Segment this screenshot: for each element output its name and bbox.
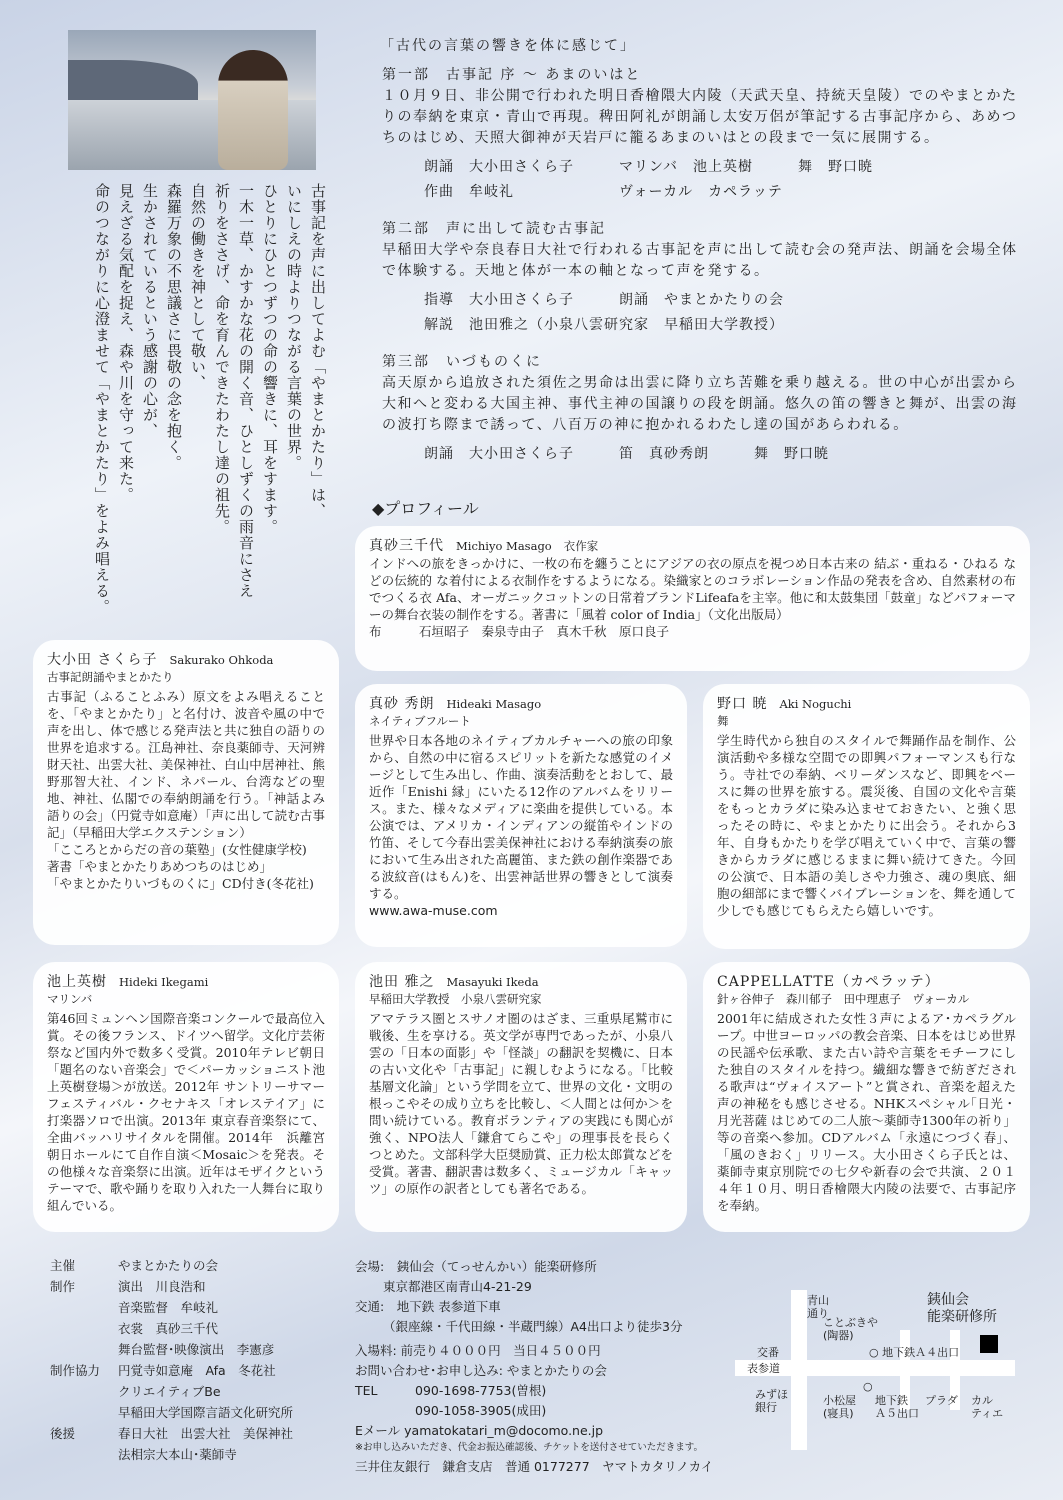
part-3-body: 高天原から追放された須佐之男命は出雲に降り立ち苦難を乗り越える。世の中心が出雲から大和へと変わる大国主神、事代主神の国譲りの段を朗誦。悠久の笛の響きと舞が、出雲の海の波打ち際まで誘って、八百万の神に抱かれるわたし達の国があらわれる。 [382,375,1018,433]
part-2-heading: 第二部 声に出して読む古事記 [382,221,606,237]
profile-text: 学生時代から独自のスタイルで舞踊作品を制作、公演活動や多様な空間での即興パフォーマンスも行なう。寺社での奉納、ベリーダンスなど、即興をベースに舞の世界を旅する。震災後、自国の文化や言葉をもっとカラダに染み込ませておきたい、と強く思ったその時に、やまとかたりに出会う。それから3年、自身もかたりを学び唱えていく中で、言葉の響きからカラダに感じるままに舞い続けてきた。今回の公演で、日本語の美しさや力強さ、魂の奥底、細胞の細部にまで響くバイブレーションを、舞を通して少しでも感じてもらえたら嬉しいです。 [717,733,1016,918]
profile-roman: Hideki Ikegami [119,975,209,989]
profile-card-sakurako [33,640,339,945]
staff-value: 舞台監督･映像演出 李憲彦 [118,1342,275,1357]
staff-value: 衣裳 真砂三千代 [118,1321,219,1336]
poem-line: ひとりにひとつずつの命の響きに、耳をすます。 [261,183,279,535]
profile-extra: 「やまとかたりいづものくに」CD付き(冬花社) [47,876,314,891]
profile-role: 舞 [717,714,729,728]
poem-line: 森羅万象の不思議さに畏敬の念を抱く。 [165,183,183,471]
contact: お問い合わせ･お申し込み: やまとかたりの会 [355,1363,607,1378]
email-address[interactable]: yamatokatari_m@docomo.ne.jp [404,1423,604,1438]
profile-extra: 「こころとからだの音の葉塾」(女性健康学校) [47,842,307,857]
map-mizuho-label: みずほ 銀行 [755,1388,788,1414]
profile-card-hideki [33,962,339,1232]
poem-line: いにしえの時よりつながる言葉の世界。 [285,183,303,471]
program-title: 「古代の言葉の響きを体に感じて」 [380,38,636,54]
profile-role: ヴォーカル [912,992,970,1006]
access-line: （銀座線・千代田線・半蔵門線）A4出口より徒歩3分 [383,1319,683,1334]
map-a4-label: ○ 地下鉄Ａ４出口 [869,1346,960,1359]
map-prada-label: プラダ [925,1394,958,1407]
map-a5-label: 地下鉄 Ａ５出口 [875,1394,919,1420]
profile-name: 野口 暁 [717,696,768,712]
poem-line: 祈りをささげ、命を育んできたわたし達の祖先。 [213,183,231,535]
map-a4-text: 地下鉄Ａ４出口 [882,1346,960,1359]
staff-value: やまとかたりの会 [118,1258,219,1273]
profile-text: インドへの旅をきっかけに、一枚の布を纏うことにアジアの衣の原点を視つめ日本古来の 結ぶ・重ねる・ひねる などの伝統的 な着付による衣制作をするようになる。染織家とのコラボレーション作品の発表を含め、自然素材の布でつくる衣 Afa、オーガニックコットンの日常着ブランドLifeafaを主宰。他に和太鼓集団「鼓童」などパフォーマーの舞台衣装の制作をする。著書に「風着 color of India」（文化出版局） [369,556,1016,622]
profile-roman: Hideaki Masago [446,697,542,711]
profile-roman: Michiyo Masago [456,539,552,553]
poem-line: 生かされているという感謝の心が、 [141,183,159,439]
profile-name: CAPPELLATTE（カペラッテ） [717,974,940,990]
profile-role: ネイティブフルート [369,714,471,728]
map-kotobukiya-label: ことぶきや (陶器) [823,1316,878,1342]
profile-heading: ◆プロフィール [372,499,479,518]
performer-photo [68,30,316,170]
profile-name: 池上英樹 [47,974,107,990]
tel-number[interactable]: 090-1058-3905(成田) [415,1403,547,1418]
map-komatsuya-label: 小松屋 (寝具) [823,1394,856,1420]
part-1-credit: 作曲 牟岐礼 ヴォーカル カペラッテ [424,184,783,200]
map-cartier-label: カル ティエ [971,1394,1004,1420]
staff-value: 演出 川良浩和 [118,1279,206,1294]
email-label: Eメール [355,1423,401,1438]
venue-marker [980,1335,998,1353]
part-3-credit: 朗誦 大小田さくら子 笛 真砂秀朗 舞 野口暁 [424,446,829,462]
profile-text: 古事記（ふることふみ）原文をよみ唱えることを、「やまとかたり」と名付け、波音や風の中で声を出し、体で感じる発声法と共に独自の語りの世界を追求する。江島神社、奈良薬師寺、天河辨財天社、出雲大社、美保神社、白山中居神社、熊野那智大社、インド、ネパール、台湾などの聖地、神社、仏閣での奉納朗誦を行う。「神話よみ語りの会」（円覚寺如意庵）「声に出して読む古事記」（早稲田大学エクステンション） [47,689,325,840]
profile-card-aki [703,684,1030,949]
staff-value: 円覚寺如意庵 Afa 冬花社 [118,1363,276,1378]
profile-name: 真砂 秀朗 [369,696,435,712]
poem-line: 古事記を声に出してよむ「やまとかたり」は、 [309,183,327,519]
part-3-heading: 第三部 いづものくに [382,354,542,370]
poem-line: 自然の働きを神として敬い、 [189,183,207,391]
poem-line: 見えざる気配を捉え、森や川を守って来た。 [117,183,135,503]
profile-text: 世界や日本各地のネイティブカルチャーへの旅の印象から、自然の中に宿るスピリットを新たな感覚のイメージとして生み出し、作曲、演奏活動をとおして、最近作「Enishi 縁」にいたる12作のアルバムをリリース。また、様々なメディアに楽曲を提供している。本公演では、アメリカ・インディアンの縦笛やインドの竹笛、そして今春出雲美保神社における奉納演奏の旅において生み出された高麗笛、また鉄の創作楽器である波紋音(はもん)を、出雲神話世界の響きとして演奏する。 [369,733,673,901]
staff-key: 制作 [50,1279,76,1294]
intro-poem [60,183,330,623]
note: ※お申し込みいただき、代金お振込確認後、チケットを送付させていただきます。 [355,1442,703,1453]
profile-text: 2001年に結成された女性３声によるア･カペラグループ。中世ヨーロッパの教会音楽、日本をはじめ世界の民謡や伝承歌、また古い詩や言葉をモチーフにした独自のスタイルを持つ。繊細な響きで紡ぎだされる歌声は“ヴォイスアート”と賞され、音楽を超えた声の神秘をも感じさせる。NHKスペシャル｢日光・月光菩薩 はじめての二人旅～薬師寺1300年の祈り」等の音楽へ参加。CDアルバム「永遠につづく春」、「風のきおく」リリース。大小田さくら子氏とは、薬師寺東京別院での七夕や新春の会で共演、２０１４年１０月、明日香檜隈大内陵の法要で、古事記序を奉納。 [717,1011,1016,1213]
access-label: 交通: [355,1299,385,1314]
part-2-credit: 解説 池田雅之（小泉八雲研究家 早稲田大学教授） [424,317,784,333]
map-venue-label: 銕仙会 能楽研修所 [927,1292,997,1325]
part-1-heading: 第一部 古事記 序 ～ あまのいはと [382,67,642,83]
map-koban-label: 交番 [757,1346,779,1359]
profile-role: 早稲田大学教授 小泉八雲研究家 [369,992,542,1006]
profile-url[interactable]: www.awa-muse.com [369,903,498,918]
profile-role: マリンバ [47,992,93,1006]
poem-line: 一木一草、かすかな花の開く音、ひとしずくの雨音にさえ [237,183,255,599]
profile-roman: Sakurako Ohkoda [169,653,274,667]
staff-key: 後援 [50,1426,76,1441]
profile-role: 古事記朗誦やまとかたり [47,670,174,684]
staff-value: クリエイティブBe [118,1384,221,1399]
part-2-body: 早稲田大学や奈良春日大社で行われる古事記を声に出して読む会の発声法、朗誦を会場全体で体験する。天地と体が一本の軸となって声を発する。 [382,242,1018,279]
map-omotesando-label: 表参道 [747,1362,780,1375]
tel-label: TEL [355,1383,378,1398]
staff-value: 音楽監督 牟岐礼 [118,1300,219,1315]
access-map: 銕仙会 能楽研修所 青山 通り ことぶきや (陶器) ○ 地下鉄Ａ４出口 交番 表参道 みずほ 銀行 小松屋 (寝具) ○ 地下鉄 Ａ５出口 プラダ カル ティエ [735,1270,1035,1450]
profile-card-masayuki [355,962,687,1232]
map-aoyama-label: 青山 通り [807,1294,829,1320]
staff-key: 制作協力 [50,1363,101,1378]
profile-members: 針ヶ谷伸子 森川郁子 田中理恵子 [717,992,901,1006]
profile-roman: Masayuki Ikeda [446,975,539,989]
profile-name: 池田 雅之 [369,974,435,990]
profile-text: アマテラス圏とスサノオ圏のはざま、三重県尾鷲市に戦後、生を享ける。英文学が専門であったが、小泉八雲の「日本の面影」や「怪談」の翻訳を契機に、日本の古い文化や「古事記」に親しむようになる。「比較基層文化論」という学問を立て、世界の文化・文明の根っこやその成り立ちを比較し、＜人間とは何か＞を問い続けている。教育ボランティアの実践にも関心が強く、NPO法人「鎌倉てらこや」の理事長を長らくつとめた。文部科学大臣奨励賞、正力松太郎賞などを受賞。著書、翻訳書は数多く、ミュージカル「キャッツ」の原作の訳者としても著名である。 [369,1011,673,1196]
bank-account: 三井住友銀行 鎌倉支店 普通 0177277 ヤマトカタリノカイ [355,1459,714,1474]
venue-label: 会場: [355,1259,385,1274]
staff-value: 法相宗大本山･薬師寺 [118,1447,237,1462]
part-1-body: １０月９日、非公開で行われた明日香檜隈大内陵（天武天皇、持統天皇陵）でのやまとかたりの奉納を東京・青山で再現。稗田阿礼が朗誦し太安万侶が筆記する古事記序から、あめつちのはじめ、天照大御神が天岩戸に籠るあまのいはとの段まで一気に展開する。 [382,88,1018,146]
program [382,36,1022,465]
venue-address: 東京都港区南青山4-21-29 [383,1279,532,1294]
access-line: 地下鉄 表参道下車 [396,1299,501,1314]
staff-value: 春日大社 出雲大社 美保神社 [118,1426,294,1441]
part-1-credit: 朗誦 大小田さくら子 マリンバ 池上英樹 舞 野口暁 [424,159,874,175]
staff-key: 主催 [50,1258,76,1273]
tel-number[interactable]: 090-1698-7753(曽根) [415,1383,547,1398]
profile-role: 衣作家 [563,539,599,553]
venue-name: 銕仙会（てっせんかい）能楽研修所 [396,1259,597,1274]
staff-list [50,1255,350,1465]
profile-name: 真砂三千代 [369,538,444,554]
profile-text: 第46回ミュンヘン国際音楽コンクールで最高位入賞。その後フランス、ドイツへ留学。文化庁芸術祭など国内外で数多く受賞。2010年テレビ朝日「題名のない音楽会」で＜パーカッショニスト池上英樹登場＞が放送。2012年 サントリーサマーフェスティバル・クセナキス「オレステイア」に打楽器ソロで出演。2013年 東京春音楽祭にて、全曲バッハリサイタルを開催。2014年 浜離宮朝日ホールにて自作自演＜Mosaic＞を発表。その他様々な音楽祭に出演。近年はモザイクというテーマで、歌や踊りを取り入れた一人舞台に取り組んでいる。 [47,1011,325,1213]
profile-card-michiyo [355,526,1030,671]
venue-info [355,1257,745,1477]
poem-line: 命のつながりに心澄ませて「やまとかたり」をよみ唱える。 [93,183,111,615]
profile-cloth-artists: 布 石垣昭子 秦泉寺由子 真木千秋 原口良子 [369,624,670,639]
ticket-fee: 入場料: 前売り４０００円 当日４５００円 [355,1343,601,1358]
staff-value: 早稲田大学国際言語文化研究所 [118,1405,294,1420]
profile-card-cappellatte [703,962,1030,1232]
profile-roman: Aki Noguchi [779,697,852,711]
part-2-credit: 指導 大小田さくら子 朗誦 やまとかたりの会 [424,292,784,308]
profile-name: 大小田 さくら子 [47,652,158,668]
profile-extra: 著書「やまとかたりあめつちのはじめ」 [47,859,273,874]
profile-card-hideaki [355,684,687,947]
